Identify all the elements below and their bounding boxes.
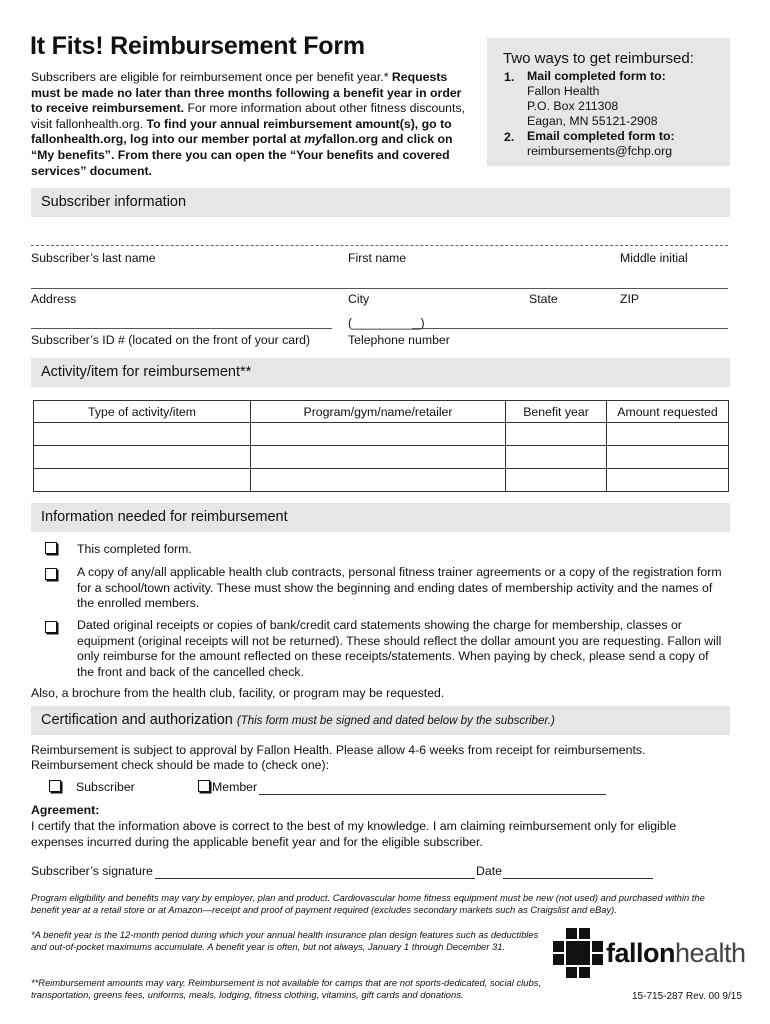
phone-field-line[interactable] (412, 328, 728, 329)
activity-table (33, 400, 729, 492)
program-cell[interactable] (251, 423, 506, 446)
table-header-row (34, 401, 729, 423)
check-one-text: Reimbursement check should be made to (check one): (31, 758, 330, 772)
benefit-year-cell[interactable] (506, 469, 607, 492)
activity-cell[interactable] (34, 469, 251, 492)
zip-label: ZIP (620, 292, 640, 306)
fallon-health-wordmark: fallonhealth (606, 938, 746, 968)
address-label: Address (31, 292, 77, 306)
email-label: Email completed form to: (527, 129, 675, 143)
cert-section-header: Certification and authorization (This form must be signed and dated below by the subscriber.) (31, 706, 730, 735)
activity-section-header: Activity/item for reimbursement** (31, 358, 730, 387)
reimbursement-amount-note: **Reimbursement amounts may vary. Reimbursement is not available for camps that are not sports-dedicated, social clubs, transportation, greens fees, uniforms, meals, lodging, fitness clothing, vitamins, gift cards and donations. (31, 977, 541, 1000)
program-cell[interactable] (251, 469, 506, 492)
table-row (34, 423, 729, 446)
info-section-header: Information needed for reimbursement (31, 503, 730, 532)
phone-area-code: (__________) (348, 316, 425, 330)
mail-address-line: Fallon Health (527, 84, 600, 98)
date-line[interactable] (503, 878, 653, 879)
form-code: 15-715-287 Rev. 00 9/15 (632, 991, 742, 1002)
program-cell[interactable] (251, 446, 506, 469)
member-option-label: Member (212, 780, 258, 794)
reimbursement-methods-box: Two ways to get reimbursed: 1. Mail completed form to: Fallon Health P.O. Box 211308 Eagan, MN 55121-2908 2. Email completed form to: reimbursements@fchp.org (487, 38, 730, 166)
checkbox-contracts[interactable] (45, 568, 57, 580)
state-label: State (529, 292, 558, 306)
middle-initial-label: Middle initial (620, 251, 688, 265)
amount-cell[interactable] (607, 469, 729, 492)
info-item-3: Dated original receipts or copies of bank/credit card statements showing the charge for membership, classes or equipment (original receipts will not be returned). These should reflect the dollar amount you are requesting. Fallon will only reimburse for the amount reflected on these receipts/statements. When paying by check, please send a copy of the front and back of the cancelled check. (77, 618, 722, 679)
name-field-line[interactable] (31, 245, 728, 246)
activity-cell[interactable] (34, 423, 251, 446)
benefit-year-cell[interactable] (506, 423, 607, 446)
signature-line[interactable] (155, 878, 475, 879)
eligibility-note: Program eligibility and benefits may vary by employer, plan and product. Cardiovascular home fitness equipment must be new (not used) and purchased within the benefit year at a retail store or at Amazon—receipt and proof of payment required (excludes secondary markets such as Craigslist and eBay). (31, 892, 705, 915)
agreement-label: Agreement: (31, 803, 100, 817)
checkbox-completed-form[interactable] (45, 542, 57, 554)
mail-address-line: P.O. Box 211308 (527, 99, 619, 113)
column-header: Type of activity/item (34, 401, 251, 423)
city-label: City (348, 292, 370, 306)
brochure-note: Also, a brochure from the health club, facility, or program may be requested. (31, 686, 445, 700)
last-name-label: Subscriber’s last name (31, 251, 156, 265)
intro-text: Subscribers are eligible for reimbursement once per benefit year.* Requests must be made no later than three months following a benefit year in order to receive reimbursement. For more information about other fitness discounts, visit fallonhealth.org. To find your annual reimbursement amount(s), go to fallonhealth.org, log into our member portal at myfallon.org and click on “My benefits”. From there you can open the “Your benefits and covered services” document. (31, 70, 466, 178)
subscriber-section-header: Subscriber information (31, 188, 730, 217)
mail-address-line: Eagan, MN 55121-2908 (527, 114, 658, 128)
fallon-health-logo-icon (553, 928, 603, 978)
subscriber-option-label: Subscriber (76, 780, 135, 794)
approval-text: Reimbursement is subject to approval by Fallon Health. Please allow 4-6 weeks from receipt for reimbursements. (31, 743, 646, 757)
first-name-label: First name (348, 251, 407, 265)
address-field-line[interactable] (31, 288, 728, 289)
page-title: It Fits! Reimbursement Form (30, 32, 365, 60)
amount-cell[interactable] (607, 446, 729, 469)
info-item-2: A copy of any/all applicable health club contracts, personal fitness trainer agreements or a copy of the registration form for a school/town activity. These must show the beginning and ending dates of membership activity and the names of the enrolled members. (77, 565, 722, 610)
signature-label: Subscriber’s signature (31, 864, 153, 878)
date-label: Date (476, 864, 502, 878)
benefit-year-cell[interactable] (506, 446, 607, 469)
checkbox-member[interactable] (198, 780, 210, 792)
column-header: Amount requested (607, 401, 729, 423)
subscriber-id-field-line[interactable] (31, 328, 332, 329)
email-address: reimbursements@fchp.org (527, 144, 673, 158)
activity-cell[interactable] (34, 446, 251, 469)
column-header: Benefit year (506, 401, 607, 423)
table-row (34, 469, 729, 492)
member-name-line[interactable] (259, 794, 606, 795)
subscriber-id-label: Subscriber’s ID # (located on the front of your card) (31, 333, 311, 347)
table-row (34, 446, 729, 469)
benefit-year-note: *A benefit year is the 12-month period during which your annual health insurance plan design features such as deductibles and out-of-pocket maximums accumulate. A benefit year is often, but not always, January 1 through December 31. (31, 929, 539, 952)
phone-label: Telephone number (348, 333, 450, 347)
mail-label: Mail completed form to: (527, 69, 666, 83)
column-header: Program/gym/name/retailer (251, 401, 506, 423)
info-item-1: This completed form. (77, 542, 192, 556)
checkbox-subscriber[interactable] (49, 780, 61, 792)
amount-cell[interactable] (607, 423, 729, 446)
checkbox-receipts[interactable] (45, 621, 57, 633)
agreement-text: I certify that the information above is correct to the best of my knowledge. I am claiming reimbursement only for eligible expenses incurred during the applicable benefit year and for the eligible subscriber. (31, 819, 677, 849)
reimbursement-methods-title: Two ways to get reimbursed: (503, 50, 694, 67)
